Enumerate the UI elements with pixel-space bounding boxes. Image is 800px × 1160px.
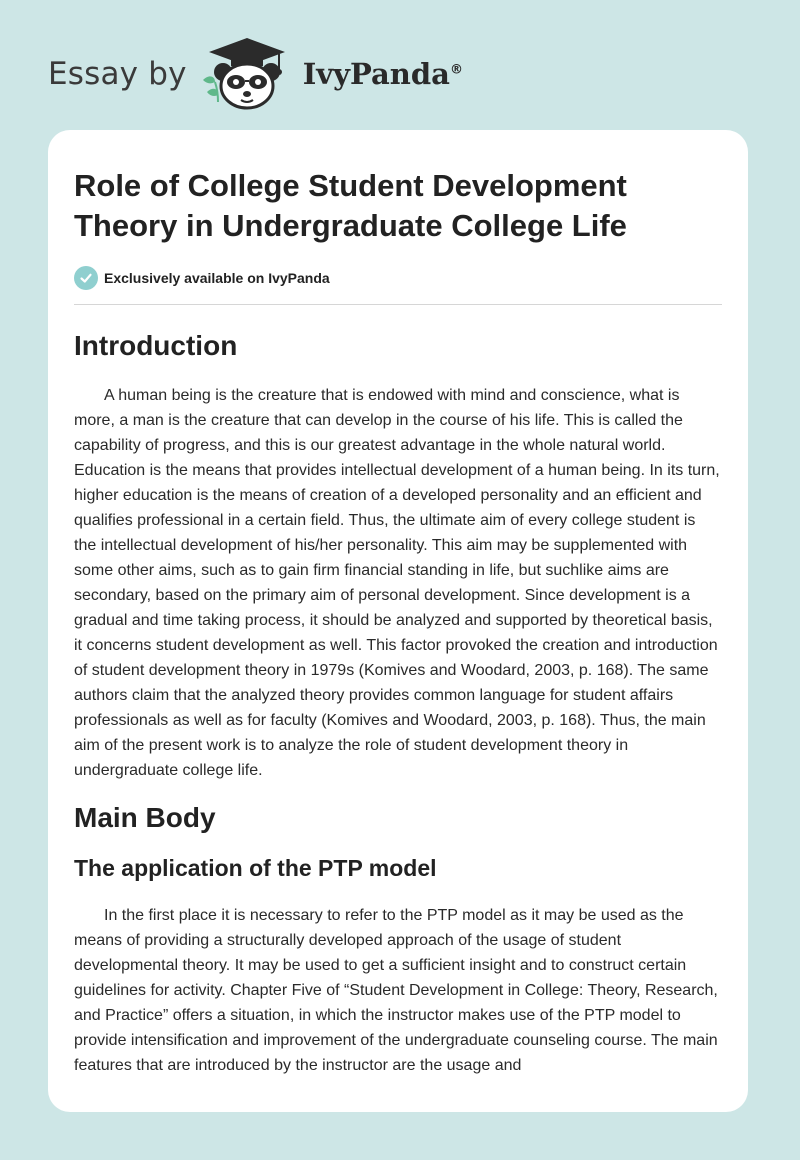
essay-title: Role of College Student Development Theory in Undergraduate College Life: [74, 168, 627, 243]
brand-name-text: IvyPanda: [302, 57, 450, 91]
exclusive-badge-text: Exclusively available on IvyPanda: [104, 270, 330, 286]
registered-mark: ®: [449, 62, 463, 78]
section-heading-main-body: Main Body: [74, 802, 216, 833]
exclusive-badge: [74, 266, 722, 290]
ivypanda-wordmark[interactable]: [303, 57, 463, 91]
essay-card: [48, 130, 748, 1112]
essay-by-label: Essay by: [48, 56, 187, 92]
ptp-model-paragraph: In the first place it is necessary to refer to the PTP model as it may be used as the means of providing a structurally developed approach of the usage of student developmental theory. It may be used to get a sufficient insight and to construct certain guidelines for activity. Chapter Five of “Student Development in College: Theory, Research, and Practice” offers a situation, in which the instructor makes use of the PTP model to provide intensification and improvement of the undergraduate counseling course. The main features that are introduced by the instructor are the usage and: [74, 907, 718, 1074]
site-header: [48, 34, 463, 114]
divider: [74, 304, 722, 305]
subheading-ptp-model: The application of the PTP model: [74, 855, 437, 881]
panda-graduate-logo-icon[interactable]: [199, 36, 295, 112]
section-heading-introduction: Introduction: [74, 330, 238, 361]
check-circle-icon: [74, 266, 98, 290]
introduction-paragraph: A human being is the creature that is endowed with mind and conscience, what is more, a man is the creature that can develop in the course of his life. This is called the capability of progress, and this is our greatest advantage in the whole natural world. Education is the means that provides intellectual development of a human being. In its turn, higher education is the means of creation of a developed personality and an efficient and qualifies professional in a certain field. Thus, the ultimate aim of every college student is the intellectual development of his/her personality. This aim may be supplemented with some other aims, such as to gain firm financial standing in life, but suchlike aims are secondary, based on the primary aim of personal development. Since development is a gradual and time taking process, it should be analyzed and supported by theoretical basis, it concerns student development as well. This factor provoked the creation and introduction of student development theory in 1979s (Komives and Woodard, 2003, p. 168). The same authors claim that the analyzed theory provides common language for student affairs professionals as well as for faculty (Komives and Woodard, 2003, p. 168). Thus, the main aim of the present work is to analyze the role of student development theory in undergraduate college life.: [74, 387, 720, 779]
